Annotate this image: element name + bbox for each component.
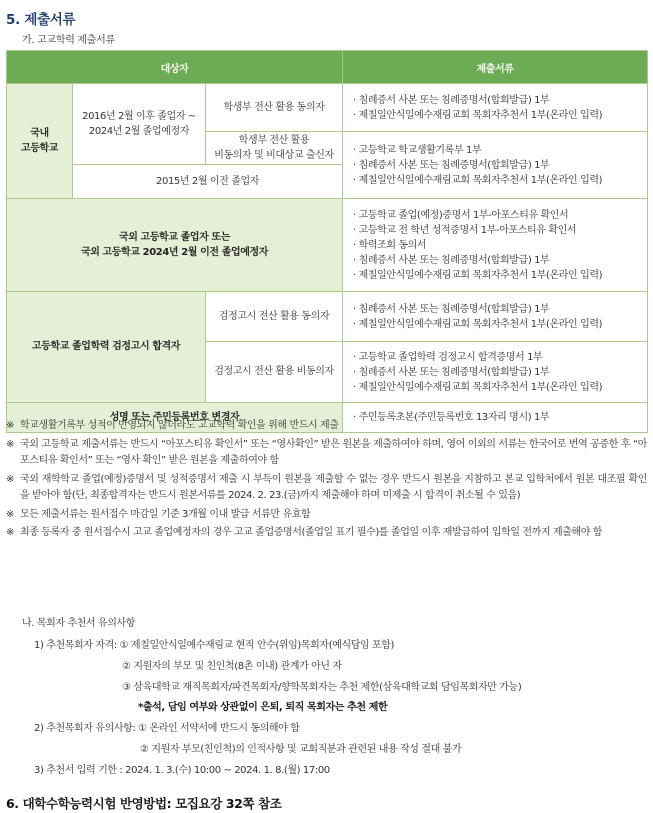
list-item: · 침례증서 사본 또는 침례증명서(합회발급) 1부	[353, 302, 641, 317]
note-mark: ※	[6, 527, 14, 538]
section-5-title: 5. 제출서류	[6, 12, 76, 28]
ged-passer-label: 고등학교 졸업학력 검정고시 합격자	[7, 292, 206, 403]
qualification-item-2: ② 지원자의 부모 및 친인척(8촌 이내) 관계가 아닌 자	[122, 661, 342, 672]
note-mark: ※	[6, 420, 14, 431]
table-row	[7, 84, 648, 132]
list-item: · 고등학교 졸업(예정)증명서 1부-아포스티유 확인서	[353, 208, 641, 223]
list-item: · 제칠일안식일예수재림교회 목회자추천서 1부(온라인 입력)	[353, 108, 641, 123]
docs-record-consent	[343, 84, 648, 132]
note-item: ※ 학교생활기록부 성적이 반영되지 않더라도 고교학력 확인을 위해 반드시 제출	[6, 418, 647, 435]
notes-list	[6, 418, 647, 544]
list-item: · 고등학교 전 학년 성적증명서 1부-아포스티유 확인서	[353, 223, 641, 238]
note-mark: ※	[6, 508, 14, 520]
docs-foreign	[343, 199, 648, 292]
qualification-item-3: ③ 삼육대학교 재직목회자/파견목회자/향학목회자는 추천 제한(삼육대학교회 담임목회자만 가능)	[122, 682, 522, 693]
list-item: · 고등학교 학교생활기록부 1부	[353, 143, 641, 158]
graduates-2016-2024-label: 2016년 2월 이후 졸업자 ~ 2024년 2월 졸업예정자	[73, 84, 206, 165]
list-item: · 침례증서 사본 또는 침례증명서(합회발급) 1부	[353, 365, 641, 380]
record-nonconsent-label: 학생부 전산 활용 비동의자 및 비대상교 출신자	[206, 132, 343, 165]
name-change-label: 성명 또는 주민등록번호 변경자	[7, 403, 343, 433]
qualification-note: *출석, 담임 여부와 상관없이 은퇴, 퇴직 목회자는 추천 제한	[138, 702, 388, 713]
table-row	[7, 199, 648, 292]
note-item: ※ 국외 재학학교 졸업(예정)증명서 및 성적증명서 제출 시 부득이 원본을 제출할 수 없는 경우 반드시 원본을 지참하고 본교 입학처에서 원본 대조필 확인을 받아야 함(단, 최종합격자는 반드시 원본서류를 2024. 2. 23.(금)까지 제출해야 하며 미제출 시 합격이 취소될 수 있음)	[6, 473, 647, 501]
note-item: ※ 최종 등록자 중 원서접수시 고교 졸업예정자의 경우 고교 졸업증명서(졸업일 표기 필수)를 졸업일 이후 재발급하여 입학일 전까지 제출해야 함	[6, 525, 647, 542]
record-consent-label: 학생부 전산 활용 동의자	[206, 84, 343, 132]
input-deadline: 3) 추천서 입력 기한 : 2024. 1. 3.(수) 10:00 ~ 2024. 1. 8.(월) 17:00	[34, 765, 330, 776]
caution-line: 2) 추천목회자 유의사항: ① 온라인 서약서에 반드시 동의해야 함	[34, 723, 300, 734]
docs-ged-consent	[343, 292, 648, 342]
graduates-before-2015-label: 2015년 2월 이전 졸업자	[73, 165, 343, 199]
table-header-row	[7, 51, 648, 84]
header-target: 대상자	[7, 51, 343, 84]
list-item: · 침례증서 사본 또는 침례증명서(합회발급) 1부	[353, 253, 641, 268]
ged-nonconsent-label: 검정고시 전산 활용 비동의자	[206, 342, 343, 403]
list-item: · 학력조회 동의서	[353, 238, 641, 253]
note-item: ※ 국외 고등학교 제출서류는 반드시 “아포스티유 확인서” 또는 “영사확인” 받은 원본을 제출하여야 하며, 영어 이외의 서류는 한국어로 번역 공증한 후 “아포스티유 확인서” 또는 “영사 확인” 받은 원본을 제출하여야 함	[6, 438, 647, 466]
note-mark: ※	[6, 473, 14, 485]
list-item: · 제칠일안식일예수재림교회 목회자추천서 1부(온라인 입력)	[353, 173, 641, 188]
domestic-high-school-label: 국내 고등학교	[7, 84, 73, 199]
recommendation-title: 나. 목회자 추천서 유의사항	[22, 618, 135, 629]
list-item: · 침례증서 사본 또는 침례증명서(합회발급) 1부	[353, 93, 641, 108]
submission-documents-table	[6, 50, 648, 433]
note-item: ※ 모든 제출서류는 원서접수 마감일 기준 3개월 이내 발급 서류만 유효함	[6, 507, 647, 524]
docs-record-nonconsent	[343, 132, 648, 199]
list-item: · 침례증서 사본 또는 침례증명서(합회발급) 1부	[353, 158, 641, 173]
section-5-subtitle: 가. 고교학력 제출서류	[22, 35, 115, 46]
list-item: · 제칠일안식일예수재림교회 목회자추천서 1부(온라인 입력)	[353, 268, 641, 283]
list-item: · 고등학교 졸업학력 검정고시 합격증명서 1부	[353, 350, 641, 365]
note-mark: ※	[6, 438, 14, 450]
header-documents: 제출서류	[343, 51, 648, 84]
docs-ged-nonconsent	[343, 342, 648, 403]
ged-consent-label: 검정고시 전산 활용 동의자	[206, 292, 343, 342]
foreign-high-school-label: 국외 고등학교 졸업자 또는 국외 고등학교 2024년 2월 이전 졸업예정자	[7, 199, 343, 292]
list-item: · 제칠일안식일예수재림교회 목회자추천서 1부(온라인 입력)	[353, 317, 641, 332]
qualification-line: 1) 추천목회자 자격: ① 제칠일안식일예수재림교 현직 안수(위임)목회자(예식담임 포함)	[34, 640, 395, 651]
caution-item-2: ② 지원자 부모(친인척)의 인적사항 및 교회직분과 관련된 내용 작성 절대 불가	[140, 744, 462, 755]
table-row	[7, 292, 648, 342]
list-item: · 제칠일안식일예수재림교회 목회자추천서 1부(온라인 입력)	[353, 380, 641, 395]
section-6-title: 6. 대학수학능력시험 반영방법: 모집요강 32쪽 참조	[6, 796, 282, 811]
list-item: · 주민등록초본(주민등록번호 13자리 명시) 1부	[353, 410, 641, 425]
